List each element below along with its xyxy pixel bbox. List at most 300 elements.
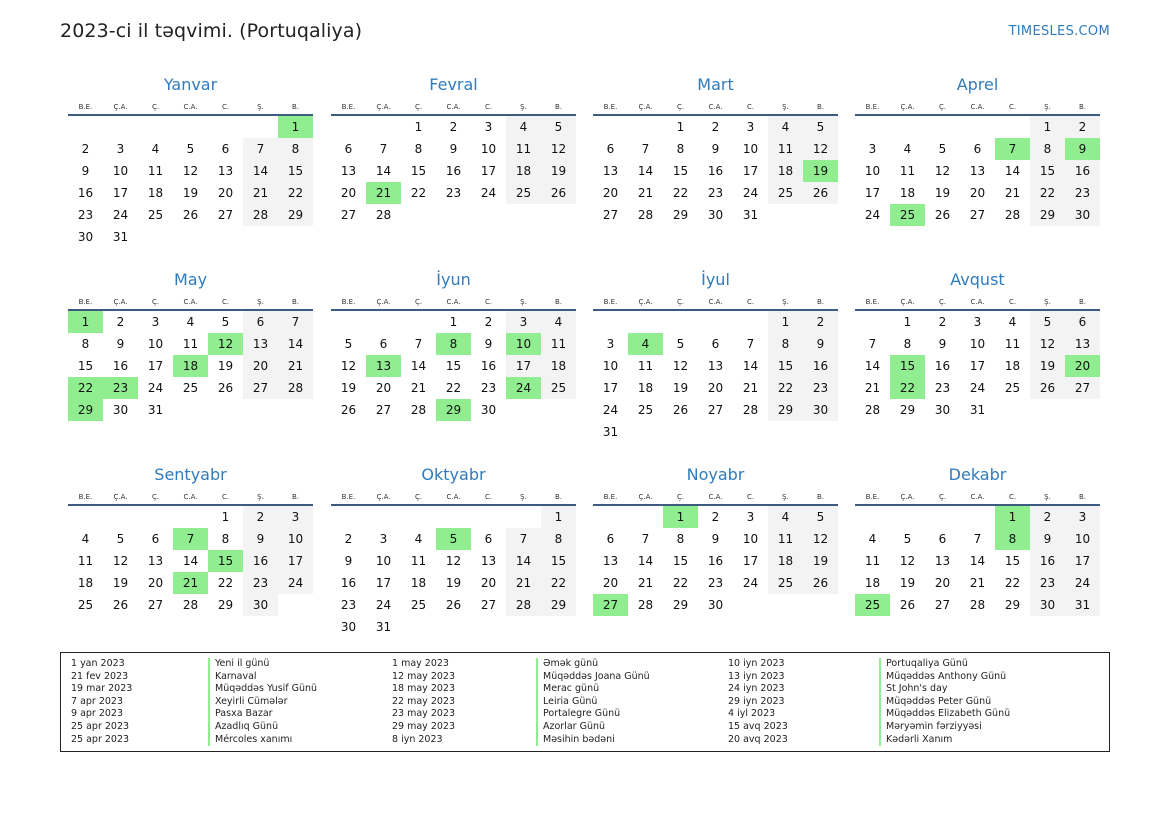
empty-cell <box>628 116 663 138</box>
week-row <box>68 311 313 333</box>
holiday-day-cell: 29 <box>68 399 103 421</box>
legend-holiday-name: Leiria Günü <box>536 696 650 709</box>
day-cell: 18 <box>637 381 654 395</box>
day-cell: 4 <box>903 142 912 156</box>
month-name: Mart <box>697 75 734 94</box>
holiday-day-cell: 1 <box>278 116 313 138</box>
weekday-label: C.A. <box>183 493 198 501</box>
empty-cell <box>593 506 628 528</box>
weekday-label: B. <box>554 493 563 501</box>
week-row <box>593 333 838 355</box>
week-row <box>331 204 576 226</box>
day-cell: 31 <box>1065 594 1100 616</box>
empty-cell <box>173 506 208 528</box>
week-row <box>593 160 838 182</box>
week-row <box>331 138 576 160</box>
week-row <box>68 506 313 528</box>
day-cell: 23 <box>707 576 724 590</box>
weekday-label: Ç.A. <box>638 103 653 111</box>
day-cell: 26 <box>340 403 357 417</box>
day-cell: 10 <box>480 142 497 156</box>
day-cell: 26 <box>803 182 838 204</box>
legend-date: 15 avq 2023 <box>728 720 788 732</box>
day-cell: 7 <box>868 337 877 351</box>
day-cell: 11 <box>899 164 916 178</box>
day-cell: 7 <box>379 142 388 156</box>
day-cell: 21 <box>742 381 759 395</box>
day-cell: 22 <box>410 186 427 200</box>
weekday-label: C. <box>484 493 493 501</box>
day-cell: 16 <box>803 355 838 377</box>
day-cell: 24 <box>278 572 313 594</box>
empty-cell <box>103 506 138 528</box>
day-cell: 17 <box>278 550 313 572</box>
legend-date: 1 may 2023 <box>392 658 449 669</box>
day-cell: 9 <box>243 528 278 550</box>
day-cell: 7 <box>278 311 313 333</box>
weekday-label: Ç. <box>938 493 947 501</box>
day-cell: 18 <box>864 576 881 590</box>
day-cell: 4 <box>768 116 803 138</box>
legend-date: 12 may 2023 <box>392 670 456 682</box>
day-cell: 5 <box>116 532 125 546</box>
day-cell: 19 <box>899 576 916 590</box>
weekday-label: Ç. <box>676 103 685 111</box>
week-row <box>68 138 313 160</box>
day-cell: 19 <box>182 186 199 200</box>
weekday-label: Ç. <box>151 103 160 111</box>
day-cell: 6 <box>938 532 947 546</box>
weekday-label: Ç.A. <box>113 298 128 306</box>
empty-cell <box>366 311 401 333</box>
holiday-day-cell: 1 <box>68 311 103 333</box>
weekday-label: B.E. <box>78 103 93 111</box>
day-cell: 17 <box>602 381 619 395</box>
legend-holiday-name: Karnaval <box>208 671 317 684</box>
weekday-label: Ç. <box>676 493 685 501</box>
week-row <box>855 311 1100 333</box>
empty-cell <box>855 506 890 528</box>
day-cell: 26 <box>182 208 199 222</box>
legend-names-col-3 <box>879 658 1010 746</box>
day-cell: 19 <box>541 160 576 182</box>
empty-cell <box>506 616 541 638</box>
day-cell: 18 <box>768 160 803 182</box>
week-row <box>855 594 1100 616</box>
day-cell: 16 <box>1030 550 1065 572</box>
day-cell: 7 <box>641 142 650 156</box>
week-row <box>593 399 838 421</box>
legend-holiday-name: Müqəddəs Joana Günü <box>536 671 650 684</box>
day-cell: 9 <box>938 337 947 351</box>
day-cell: 5 <box>676 337 685 351</box>
day-cell: 25 <box>541 377 576 399</box>
week-row <box>593 377 838 399</box>
holiday-day-cell: 20 <box>1065 355 1100 377</box>
day-cell: 27 <box>969 208 986 222</box>
day-cell: 10 <box>864 164 881 178</box>
legend-names-col-1 <box>208 658 317 746</box>
empty-cell <box>768 421 803 443</box>
day-cell: 18 <box>899 186 916 200</box>
day-cell: 29 <box>672 598 689 612</box>
weekday-label: B.E. <box>603 493 618 501</box>
empty-cell <box>628 506 663 528</box>
day-cell: 15 <box>672 554 689 568</box>
week-row <box>331 160 576 182</box>
day-cell: 6 <box>1065 311 1100 333</box>
day-cell: 23 <box>803 377 838 399</box>
empty-cell <box>803 594 838 616</box>
day-cell: 12 <box>672 359 689 373</box>
weekday-label: B. <box>291 493 300 501</box>
day-cell: 10 <box>1065 528 1100 550</box>
day-cell: 19 <box>340 381 357 395</box>
day-cell: 29 <box>1030 204 1065 226</box>
day-cell: 21 <box>637 576 654 590</box>
day-cell: 15 <box>410 164 427 178</box>
month-block <box>68 266 313 421</box>
day-cell: 1 <box>768 311 803 333</box>
empty-cell <box>960 116 995 138</box>
legend-date: 25 apr 2023 <box>71 720 130 732</box>
weekday-label: C.A. <box>446 298 461 306</box>
day-cell: 19 <box>112 576 129 590</box>
day-cell: 16 <box>340 576 357 590</box>
empty-cell <box>1030 399 1065 421</box>
weekday-label: Ş. <box>257 298 264 306</box>
legend-holiday-name: Kədərli Xanım <box>879 734 1010 747</box>
day-cell: 5 <box>803 116 838 138</box>
week-row <box>855 355 1100 377</box>
day-cell: 14 <box>410 359 427 373</box>
day-cell: 11 <box>541 333 576 355</box>
empty-cell <box>471 616 506 638</box>
day-cell: 10 <box>147 337 164 351</box>
legend-date: 19 mar 2023 <box>71 683 133 695</box>
day-cell: 30 <box>243 594 278 616</box>
legend-date: 23 may 2023 <box>392 708 456 720</box>
day-cell: 3 <box>606 337 615 351</box>
month-block <box>331 266 576 421</box>
day-cell: 1 <box>221 510 230 524</box>
day-cell: 1 <box>1030 116 1065 138</box>
empty-cell <box>855 116 890 138</box>
empty-cell <box>803 204 838 226</box>
weekday-label: C. <box>1008 103 1017 111</box>
day-cell: 3 <box>1065 506 1100 528</box>
weekday-label: B. <box>816 298 825 306</box>
day-cell: 1 <box>676 120 685 134</box>
empty-cell <box>208 226 243 248</box>
week-row <box>593 594 838 616</box>
empty-cell <box>506 399 541 421</box>
week-row <box>68 355 313 377</box>
day-cell: 2 <box>1065 116 1100 138</box>
day-cell: 3 <box>746 510 755 524</box>
day-cell: 8 <box>676 532 685 546</box>
day-cell: 22 <box>541 572 576 594</box>
week-row <box>855 550 1100 572</box>
day-cell: 17 <box>742 164 759 178</box>
day-cell: 29 <box>217 598 234 612</box>
day-cell: 23 <box>480 381 497 395</box>
week-row <box>331 594 576 616</box>
day-cell: 5 <box>938 142 947 156</box>
empty-cell <box>331 311 366 333</box>
legend-names-col-2 <box>536 658 650 746</box>
empty-cell <box>68 506 103 528</box>
weekday-label: C. <box>221 103 230 111</box>
weekday-label: Ç. <box>414 298 423 306</box>
day-cell: 18 <box>410 576 427 590</box>
day-cell: 1 <box>903 315 912 329</box>
day-cell: 14 <box>506 550 541 572</box>
week-row <box>68 377 313 399</box>
day-cell: 18 <box>506 160 541 182</box>
weekday-label: C. <box>1008 493 1017 501</box>
day-cell: 30 <box>112 403 129 417</box>
day-cell: 11 <box>768 528 803 550</box>
empty-cell <box>541 399 576 421</box>
day-cell: 10 <box>742 532 759 546</box>
day-cell: 14 <box>969 554 986 568</box>
day-cell: 9 <box>116 337 125 351</box>
day-cell: 22 <box>445 381 462 395</box>
legend-date: 18 may 2023 <box>392 683 456 695</box>
legend-date: 7 apr 2023 <box>71 695 124 707</box>
weekday-label: B. <box>554 298 563 306</box>
month-name: Aprel <box>956 75 999 94</box>
day-cell: 18 <box>768 550 803 572</box>
empty-cell <box>541 616 576 638</box>
day-cell: 31 <box>375 620 392 634</box>
weekday-label: C.A. <box>708 493 723 501</box>
empty-cell <box>68 116 103 138</box>
empty-cell <box>960 506 995 528</box>
day-cell: 24 <box>969 381 986 395</box>
day-cell: 11 <box>768 138 803 160</box>
holiday-day-cell: 22 <box>68 377 103 399</box>
day-cell: 19 <box>217 359 234 373</box>
weekday-label: Ç.A. <box>638 493 653 501</box>
week-row <box>331 377 576 399</box>
day-cell: 8 <box>768 333 803 355</box>
legend-holiday-name: St John's day <box>879 683 1010 696</box>
day-cell: 16 <box>934 359 951 373</box>
day-cell: 15 <box>672 164 689 178</box>
day-cell: 14 <box>182 554 199 568</box>
day-cell: 27 <box>602 208 619 222</box>
day-cell: 26 <box>1030 377 1065 399</box>
weekday-label: C.A. <box>970 103 985 111</box>
day-cell: 26 <box>934 208 951 222</box>
day-cell: 9 <box>344 554 353 568</box>
holiday-day-cell: 13 <box>366 355 401 377</box>
day-cell: 4 <box>506 116 541 138</box>
weekday-label: Ş. <box>257 493 264 501</box>
day-cell: 27 <box>480 598 497 612</box>
day-cell: 7 <box>506 528 541 550</box>
day-cell: 11 <box>182 337 199 351</box>
month-name: May <box>173 270 208 289</box>
empty-cell <box>768 594 803 616</box>
empty-cell <box>138 506 173 528</box>
weekday-label: Ş. <box>1044 298 1051 306</box>
week-row <box>855 182 1100 204</box>
day-cell: 2 <box>938 315 947 329</box>
brand-link[interactable]: TIMESLES.COM <box>1008 24 1110 39</box>
weekday-header <box>68 294 313 311</box>
legend-holiday-name: Müqəddəs Anthony Günü <box>879 671 1010 684</box>
weekday-label: Ç. <box>938 103 947 111</box>
weekday-header <box>331 489 576 506</box>
weekday-label: B.E. <box>603 298 618 306</box>
empty-cell <box>995 399 1030 421</box>
day-cell: 17 <box>1065 550 1100 572</box>
day-cell: 1 <box>541 506 576 528</box>
holiday-day-cell: 23 <box>103 377 138 399</box>
day-cell: 28 <box>1004 208 1021 222</box>
day-cell: 19 <box>672 381 689 395</box>
day-cell: 6 <box>484 532 493 546</box>
day-cell: 22 <box>1004 576 1021 590</box>
day-cell: 19 <box>445 576 462 590</box>
weekday-label: Ç. <box>414 493 423 501</box>
day-cell: 14 <box>637 164 654 178</box>
week-row <box>68 204 313 226</box>
day-cell: 10 <box>742 142 759 156</box>
weekday-header <box>331 294 576 311</box>
day-cell: 25 <box>768 572 803 594</box>
day-cell: 2 <box>484 315 493 329</box>
day-cell: 15 <box>768 355 803 377</box>
empty-cell <box>541 204 576 226</box>
day-cell: 2 <box>449 120 458 134</box>
week-row <box>331 506 576 528</box>
legend-dates-col-3 <box>728 658 788 746</box>
day-cell: 23 <box>77 208 94 222</box>
day-cell: 24 <box>1065 572 1100 594</box>
day-cell: 9 <box>81 164 90 178</box>
day-cell: 28 <box>864 403 881 417</box>
empty-cell <box>436 204 471 226</box>
day-cell: 14 <box>864 359 881 373</box>
day-cell: 13 <box>707 359 724 373</box>
week-row <box>68 116 313 138</box>
week-row <box>68 399 313 421</box>
empty-cell <box>890 116 925 138</box>
weekday-label: Ç. <box>151 298 160 306</box>
weekday-label: B.E. <box>78 298 93 306</box>
legend-date: 22 may 2023 <box>392 695 456 707</box>
day-cell: 27 <box>217 208 234 222</box>
holiday-day-cell: 15 <box>208 550 243 572</box>
day-cell: 24 <box>742 186 759 200</box>
day-cell: 25 <box>637 403 654 417</box>
day-cell: 4 <box>541 311 576 333</box>
empty-cell <box>331 506 366 528</box>
day-cell: 14 <box>1004 164 1021 178</box>
legend-date: 8 iyn 2023 <box>392 733 443 745</box>
week-row <box>855 116 1100 138</box>
day-cell: 3 <box>379 532 388 546</box>
holiday-day-cell: 4 <box>628 333 663 355</box>
day-cell: 15 <box>1004 554 1021 568</box>
day-cell: 20 <box>243 355 278 377</box>
empty-cell <box>803 421 838 443</box>
empty-cell <box>506 204 541 226</box>
day-cell: 18 <box>147 186 164 200</box>
legend-holiday-name: Müqəddəs Elizabeth Günü <box>879 708 1010 721</box>
day-cell: 30 <box>934 403 951 417</box>
day-cell: 13 <box>340 164 357 178</box>
week-row <box>593 506 838 528</box>
weekday-label: Ş. <box>782 298 789 306</box>
month-name: Fevral <box>429 75 478 94</box>
weekday-label: B.E. <box>341 103 356 111</box>
day-cell: 11 <box>506 138 541 160</box>
month-name: Oktyabr <box>421 465 486 484</box>
weekday-label: Ç. <box>414 103 423 111</box>
empty-cell <box>995 116 1030 138</box>
day-cell: 9 <box>711 142 720 156</box>
week-row <box>331 550 576 572</box>
day-cell: 6 <box>606 142 615 156</box>
day-cell: 22 <box>768 377 803 399</box>
day-cell: 23 <box>445 186 462 200</box>
holiday-day-cell: 27 <box>593 594 628 616</box>
holiday-day-cell: 9 <box>1065 138 1100 160</box>
day-cell: 31 <box>969 403 986 417</box>
weekday-label: C. <box>221 493 230 501</box>
day-cell: 8 <box>541 528 576 550</box>
week-row <box>331 528 576 550</box>
day-cell: 2 <box>344 532 353 546</box>
day-cell: 1 <box>449 315 458 329</box>
day-cell: 20 <box>602 186 619 200</box>
day-cell: 15 <box>1030 160 1065 182</box>
day-cell: 12 <box>182 164 199 178</box>
day-cell: 5 <box>221 315 230 329</box>
weekday-header <box>855 489 1100 506</box>
day-cell: 30 <box>77 230 94 244</box>
week-row <box>855 399 1100 421</box>
day-cell: 5 <box>186 142 195 156</box>
weekday-label: B. <box>1078 298 1087 306</box>
holiday-day-cell: 25 <box>855 594 890 616</box>
legend-holiday-name: Portuqaliya Günü <box>879 658 1010 671</box>
weekday-label: Ş. <box>257 103 264 111</box>
day-cell: 30 <box>340 620 357 634</box>
week-row <box>331 116 576 138</box>
holiday-day-cell: 1 <box>995 506 1030 528</box>
day-cell: 23 <box>707 186 724 200</box>
day-cell: 29 <box>541 594 576 616</box>
week-row <box>855 333 1100 355</box>
day-cell: 6 <box>973 142 982 156</box>
day-cell: 8 <box>1030 138 1065 160</box>
day-cell: 24 <box>147 381 164 395</box>
weekday-header <box>331 99 576 116</box>
day-cell: 2 <box>711 510 720 524</box>
empty-cell <box>471 204 506 226</box>
day-cell: 29 <box>278 204 313 226</box>
weekday-label: B.E. <box>865 493 880 501</box>
week-row <box>593 311 838 333</box>
day-cell: 17 <box>480 164 497 178</box>
day-cell: 18 <box>541 355 576 377</box>
